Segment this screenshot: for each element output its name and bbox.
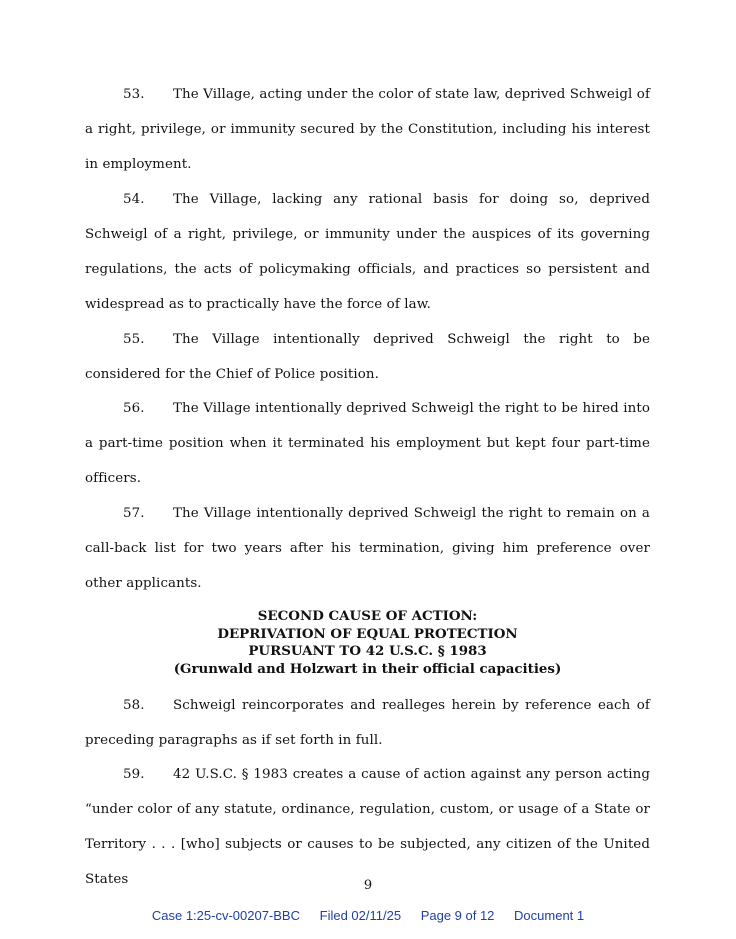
section-heading (85, 608, 650, 678)
paragraph-text: The Village, acting under the color of state law, deprived Schweigl of a right, privilege, or immunity secured by the Constitution, including his interest in employment. (85, 87, 650, 172)
paragraph-number: 57. (123, 506, 145, 521)
paragraph-number: 55. (123, 332, 145, 347)
paragraph-56 (85, 391, 650, 496)
paragraph-58 (85, 688, 650, 758)
paragraph-text: The Village, lacking any rational basis for doing so, deprived Schweigl of a right, privilege, or immunity under the auspices of its governing regulations, the acts of policymaking officials, and practices so persistent and widespread as to practically have the force of law. (85, 192, 650, 312)
paragraph-number: 58. (123, 698, 145, 713)
heading-line-1: SECOND CAUSE OF ACTION: (257, 608, 478, 624)
paragraph-57 (85, 496, 650, 601)
heading-line-2: DEPRIVATION OF EQUAL PROTECTION (217, 625, 518, 642)
footer-filed-date: Filed 02/11/25 (319, 908, 402, 923)
paragraph-number: 53. (123, 87, 145, 102)
paragraph-text: Schweigl reincorporates and realleges herein by reference each of preceding paragraphs as if set forth in full. (85, 698, 650, 748)
footer-document-number: Document 1 (514, 908, 585, 923)
footer-case-number: Case 1:25-cv-00207-BBC (151, 908, 300, 923)
heading-line-3: PURSUANT TO 42 U.S.C. § 1983 (248, 643, 487, 659)
paragraph-text: The Village intentionally deprived Schweigl the right to be hired into a part-time position when it terminated his employment but kept four part-time officers. (85, 401, 650, 486)
heading-line-4: (Grunwald and Holzwart in their official capacities) (173, 660, 562, 677)
paragraph-text: The Village intentionally deprived Schweigl the right to be considered for the Chief of Police position. (85, 332, 650, 382)
paragraph-54 (85, 182, 650, 322)
paragraph-number: 56. (123, 401, 145, 416)
court-filing-footer (0, 908, 736, 923)
footer-page-count: Page 9 of 12 (420, 908, 495, 923)
paragraph-text: The Village intentionally deprived Schweigl the right to remain on a call-back list for two years after his termination, giving him preference over other applicants. (85, 506, 650, 591)
paragraph-number: 59. (123, 767, 145, 782)
paragraph-number: 54. (123, 192, 145, 207)
page-number: 9 (363, 878, 373, 893)
paragraph-59 (85, 757, 650, 897)
paragraph-55 (85, 322, 650, 392)
paragraph-53 (85, 77, 650, 182)
paragraph-text: 42 U.S.C. § 1983 creates a cause of action against any person acting “under color of any statute, ordinance, regulation, custom, or usage of a State or Territory . . . [who] subjects or causes to be subjected, any citizen of the United States (85, 767, 650, 887)
